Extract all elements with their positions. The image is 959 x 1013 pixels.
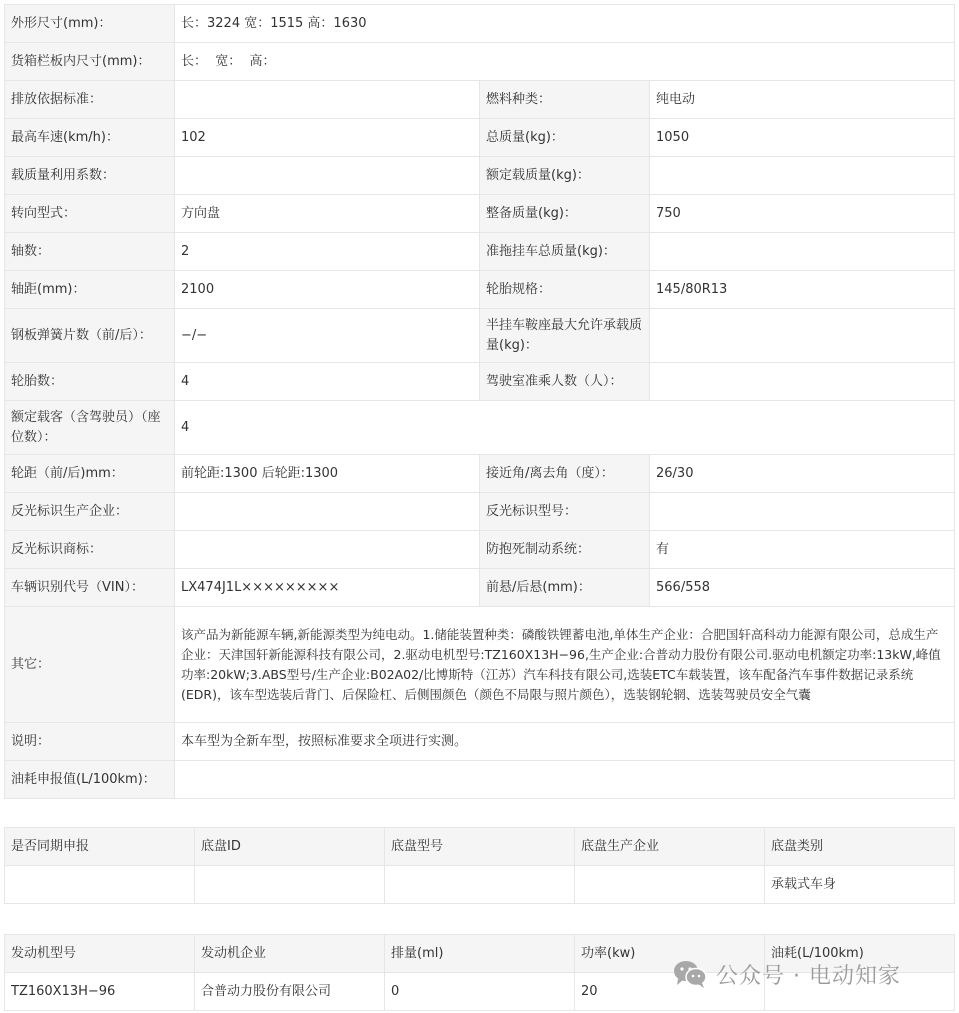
spec-row-fuel: [5, 761, 955, 799]
spec-value: 4: [175, 401, 955, 455]
table-cell: [5, 866, 195, 904]
spec-value: 长：3224 宽：1515 高：1630: [175, 5, 955, 43]
spec-label: 轮距（前/后)mm：: [5, 455, 175, 493]
spec-value: 566/558: [650, 569, 955, 607]
spec-value: 26/30: [650, 455, 955, 493]
column-header: 功率(kw): [575, 935, 765, 973]
spec-label: 额定载客（含驾驶员）（座位数）：: [5, 401, 175, 455]
spec-label: 总质量(kg)：: [480, 119, 650, 157]
spec-value: [175, 493, 480, 531]
spec-value: 有: [650, 531, 955, 569]
spec-value-other: 该产品为新能源车辆,新能源类型为纯电动。1.储能装置种类：磷酸铁锂蓄电池,单体生产企业：合肥国轩高科动力能源有限公司，总成生产企业：天津国轩新能源科技有限公司，2.驱动电机型号:TZ160X13H−96,生产企业:合普动力股份有限公司.驱动电机额定功率:13kW,峰值功率:20kW;3.ABS型号/生产企业:B02A02/比博斯特（江苏）汽车科技有限公司,选装ETC车载装置，该车配备汽车事件数据记录系统(EDR)，该车型选装后背门、后保险杠、后侧围颜色（颜色不局限与照片颜色），选装钢轮辋、选装驾驶员安全气囊: [175, 607, 955, 723]
watermark: [672, 957, 901, 991]
spec-value: 1050: [650, 119, 955, 157]
spec-value: 750: [650, 195, 955, 233]
spec-label: 防抱死制动系统：: [480, 531, 650, 569]
spec-label: 轴距(mm)：: [5, 271, 175, 309]
table-cell: 承载式车身: [765, 866, 955, 904]
table-cell: 合普动力股份有限公司: [195, 973, 385, 1011]
spec-row: [5, 195, 955, 233]
spec-value: [175, 157, 480, 195]
spec-label: 燃料种类：: [480, 81, 650, 119]
spec-row: [5, 569, 955, 607]
table-cell: [195, 866, 385, 904]
spec-row-seating: [5, 401, 955, 455]
spec-label: 钢板弹簧片数（前/后）：: [5, 309, 175, 363]
table-cell: 20: [575, 973, 765, 1011]
spec-value: 4: [175, 363, 480, 401]
spec-value: [650, 363, 955, 401]
spec-label: 油耗申报值(L/100km)：: [5, 761, 175, 799]
spec-row: [5, 531, 955, 569]
spec-label: 说明：: [5, 723, 175, 761]
vehicle-spec-table: [4, 4, 955, 799]
column-header: 发动机企业: [195, 935, 385, 973]
spec-value: 2: [175, 233, 480, 271]
spec-row: [5, 309, 955, 363]
spec-label: 反光标识生产企业：: [5, 493, 175, 531]
spec-label: 排放依据标准：: [5, 81, 175, 119]
spec-label: 反光标识商标：: [5, 531, 175, 569]
table-row: [5, 866, 955, 904]
table-cell: [385, 866, 575, 904]
spec-label: 轴数：: [5, 233, 175, 271]
spec-row-other: [5, 607, 955, 723]
spec-label: 最高车速(km/h)：: [5, 119, 175, 157]
spec-value: 本车型为全新车型，按照标准要求全项进行实测。: [175, 723, 955, 761]
spec-row: [5, 271, 955, 309]
table-cell: TZ160X13H−96: [5, 973, 195, 1011]
column-header: 底盘ID: [195, 828, 385, 866]
column-header: 底盘类别: [765, 828, 955, 866]
column-header: 排量(ml): [385, 935, 575, 973]
spec-value: [175, 761, 955, 799]
spec-row: [5, 455, 955, 493]
spec-value: [650, 493, 955, 531]
spec-row: [5, 119, 955, 157]
column-header: 是否同期申报: [5, 828, 195, 866]
spec-value: [175, 81, 480, 119]
spec-row: [5, 233, 955, 271]
spec-label: 整备质量(kg)：: [480, 195, 650, 233]
wechat-icon: [672, 959, 708, 989]
column-header: 油耗(L/100km): [765, 935, 955, 973]
spec-value: [650, 157, 955, 195]
spec-value: 方向盘: [175, 195, 480, 233]
spec-row-dimensions: [5, 5, 955, 43]
spec-label: 半挂车鞍座最大允许承载质量(kg)：: [480, 309, 650, 363]
spec-label: 前悬/后悬(mm)：: [480, 569, 650, 607]
spec-value: [650, 233, 955, 271]
column-header: 底盘生产企业: [575, 828, 765, 866]
column-header: 发动机型号: [5, 935, 195, 973]
spec-label: 接近角/离去角（度）：: [480, 455, 650, 493]
spec-value: 102: [175, 119, 480, 157]
spec-value: 145/80R13: [650, 271, 955, 309]
spec-row: [5, 81, 955, 119]
spec-value: 2100: [175, 271, 480, 309]
spec-label: 轮胎规格：: [480, 271, 650, 309]
spec-label: 车辆识别代号（VIN）：: [5, 569, 175, 607]
spec-value: 前轮距:1300 后轮距:1300: [175, 455, 480, 493]
spec-row-cargo-dimensions: [5, 43, 955, 81]
spec-label: 载质量利用系数：: [5, 157, 175, 195]
spec-row: [5, 493, 955, 531]
spec-row-note: [5, 723, 955, 761]
chassis-table: [4, 827, 955, 904]
spec-label: 准拖挂车总质量(kg)：: [480, 233, 650, 271]
spec-label: 外形尺寸(mm)：: [5, 5, 175, 43]
table-cell: [575, 866, 765, 904]
table-cell: 0: [385, 973, 575, 1011]
spec-value: [650, 309, 955, 363]
spec-label: 轮胎数：: [5, 363, 175, 401]
spec-value: [175, 531, 480, 569]
spec-label: 其它：: [5, 607, 175, 723]
spec-value: 长： 宽： 高：: [175, 43, 955, 81]
chassis-header-row: [5, 828, 955, 866]
spec-value: −/−: [175, 309, 480, 363]
spec-label: 额定载质量(kg)：: [480, 157, 650, 195]
spec-row: [5, 363, 955, 401]
column-header: 底盘型号: [385, 828, 575, 866]
spec-value: LX474J1L×××××××××: [175, 569, 480, 607]
spec-label: 转向型式：: [5, 195, 175, 233]
spec-label: 货箱栏板内尺寸(mm)：: [5, 43, 175, 81]
spec-label: 反光标识型号：: [480, 493, 650, 531]
watermark-text: 公众号 · 电动知家: [716, 963, 901, 989]
spec-value: 纯电动: [650, 81, 955, 119]
spec-row: [5, 157, 955, 195]
spec-label: 驾驶室准乘人数（人）：: [480, 363, 650, 401]
